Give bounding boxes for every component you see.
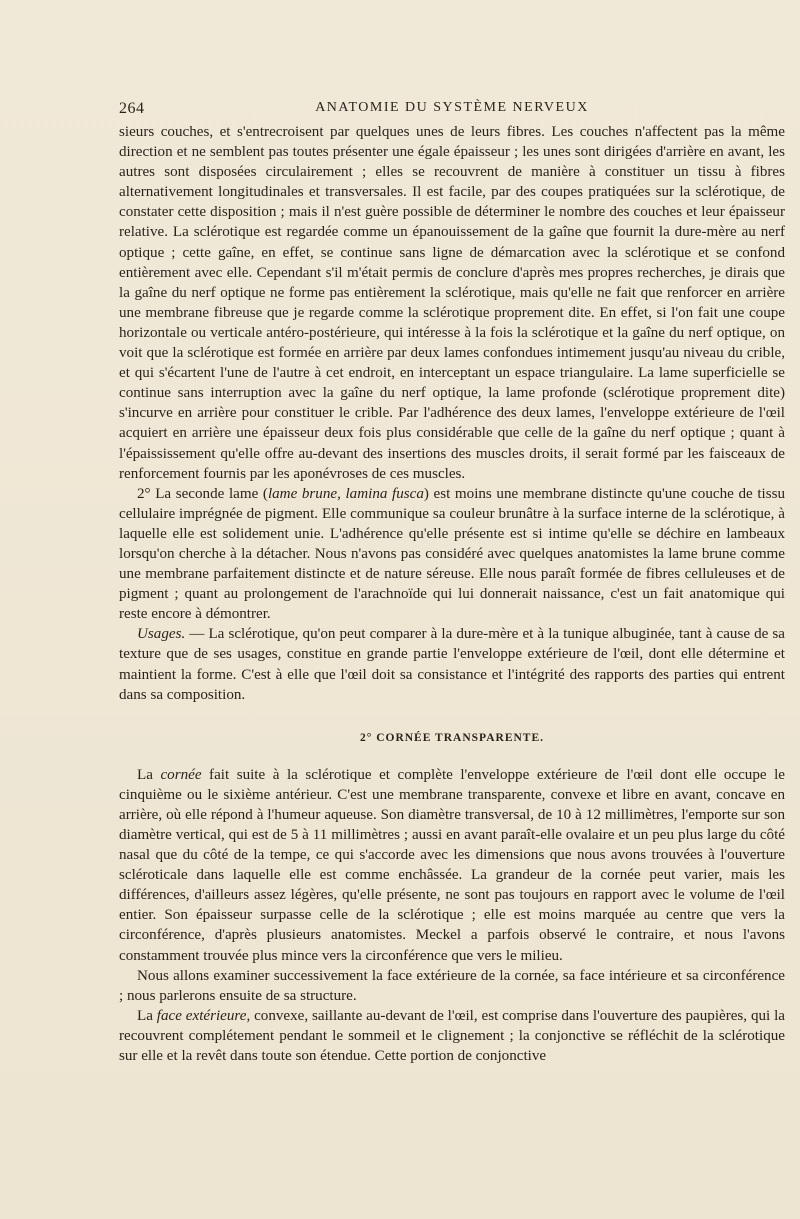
italic-term: cornée [160, 766, 202, 783]
paragraph-cornea-intro [119, 765, 785, 966]
paragraph-plan: Nous allons examiner successivement la face extérieure de la cornée, sa face intérieure et sa circonférence ; nous parlerons ensuite de sa structure. [119, 967, 785, 1004]
italic-term: lame brune, lamina fusca [267, 485, 424, 502]
running-title: ANATOMIE DU SYSTÈME NERVEUX [315, 100, 589, 115]
paragraph-text: ) est moins une membrane distincte qu'une couche de tissu cellulaire imprégnée de pigment. Elle communique sa couleur brunâtre à la surface interne de la sclérotique, à laquelle elle est solidement unie. L'adhérence qu'elle présente est si intime qu'elle se déchire en lambeaux lorsqu'on cherche à la détacher. Nous n'avons pas considéré avec quelques anatomistes la lame brune comme une membrane parfaitement distincte et de nature séreuse. Elle nous paraît formée de fibres celluleuses et de pigment ; quant au prolongement de l'arachnoïde qui lui donnerait naissance, c'est un fait anatomique qui reste encore à démontrer. [119, 485, 786, 623]
italic-term: Usages. [137, 626, 186, 643]
italic-term: face extérieure [156, 1007, 247, 1024]
paragraph-outer-face [119, 1006, 785, 1066]
paragraph-lamina-fusca [119, 484, 785, 625]
paragraph-usages [119, 624, 785, 704]
section-heading: 2° CORNÉE TRANSPARENTE. [359, 731, 545, 744]
page-number: 264 [119, 100, 145, 117]
paragraph-text: — La sclérotique, qu'on peut comparer à la dure-mère et à la tunique albuginée, tant à cause de sa texture que de ses usages, constitue en grande partie l'enveloppe extérieure de l'œil, dont elle détermine et maintient la forme. C'est à elle que l'œil doit sa consistance et l'intégrité des rapports des parties qui entrent dans sa composition. [119, 626, 785, 703]
page-header [119, 100, 785, 124]
body-text [119, 122, 785, 1066]
paragraph-text: La [137, 766, 161, 783]
paragraph-text: La [137, 1007, 157, 1024]
paragraph-text: , convexe, saillante au-devant de l'œil, est comprise dans l'ouverture des paupières, qui la recouvrent complétement pendant le sommeil et le clignement ; la conjonctive se réfléchit de la sclérotique sur elle et la revêt dans toute son étendue. Cette portion de conjonctive [119, 1007, 786, 1065]
paragraph-text: 2° La seconde lame ( [137, 485, 268, 502]
paragraph-sclerotic-layers: sieurs couches, et s'entrecroisent par quelques unes de leurs fibres. Les couches n'affectent pas la même direction et ne semblent pas toutes présenter une égale épaisseur ; les unes sont dirigées d'arrière en avant, les autres sont disposées circulairement ; elles se recouvrent de manière à constituer un tissu à fibres alternativement longitudinales et transversales. Il est facile, par des coupes pratiquées sur la sclérotique, de constater cette disposition ; mais il n'est guère possible de déterminer le nombre des couches et leur épaisseur relative. La sclérotique est regardée comme un épanouissement de la gaîne que fournit la dure-mère au nerf optique ; cette gaîne, en effet, se continue sans ligne de démarcation avec la sclérotique et se confond entièrement avec elle. Cependant s'il m'était permis de conclure d'après mes propres recherches, je dirais que la gaîne du nerf optique ne forme pas entièrement la sclérotique, mais qu'elle ne fait que renforcer en arrière une membrane fibreuse que je regarde comme la sclérotique proprement dite. En effet, si l'on fait une coupe horizontale ou verticale antéro-postérieure, qui intéresse à la fois la sclérotique et la gaîne du nerf optique, on voit que la sclérotique est formée en arrière par deux lames confondues intimement jusqu'au niveau du crible, et qui s'écartent l'une de l'autre à cet endroit, en interceptant un espace triangulaire. La lame superficielle se continue sans interruption avec la gaîne du nerf optique, la lame profonde (sclérotique proprement dite) s'incurve en arrière pour constituer le crible. Par l'adhérence des deux lames, l'enveloppe extérieure de l'œil acquiert en arrière une épaisseur deux fois plus considérable que celle de la gaîne du nerf optique ; quant à l'épaississement qu'elle offre au-devant des insertions des muscles droits, il serait formé par les faisceaux de renforcement fournis par les aponévroses de ces muscles. [119, 124, 785, 482]
paragraph-text: fait suite à la sclérotique et complète l'enveloppe extérieure de l'œil dont elle occupe le cinquième ou le sixième antérieur. C'est une membrane transparente, convexe et libre en avant, concave en arrière, où elle répond à l'humeur aqueuse. Son diamètre transversal, de 10 à 12 millimètres, l'emporte sur son diamètre vertical, qui est de 5 à 11 millimètres ; aussi en avant paraît-elle ovalaire et un peu plus large du côté nasal que du côté de la tempe, ce qui s'accorde avec les dimensions que nous avons trouvées à l'ouverture scléroticale dans laquelle elle est comme enchâssée. La grandeur de la cornée peut varier, mais les différences, d'ailleurs assez légères, qu'elle présente, ne sont pas toujours en rapport avec le volume de l'œil entier. Son épaisseur surpasse celle de la sclérotique ; elle est moins marquée au centre que vers la circonférence, d'après plusieurs anatomistes. Meckel a parfois observé le contraire, et nous l'avons constamment trouvée plus mince vers la circonférence que vers le milieu. [119, 766, 785, 964]
